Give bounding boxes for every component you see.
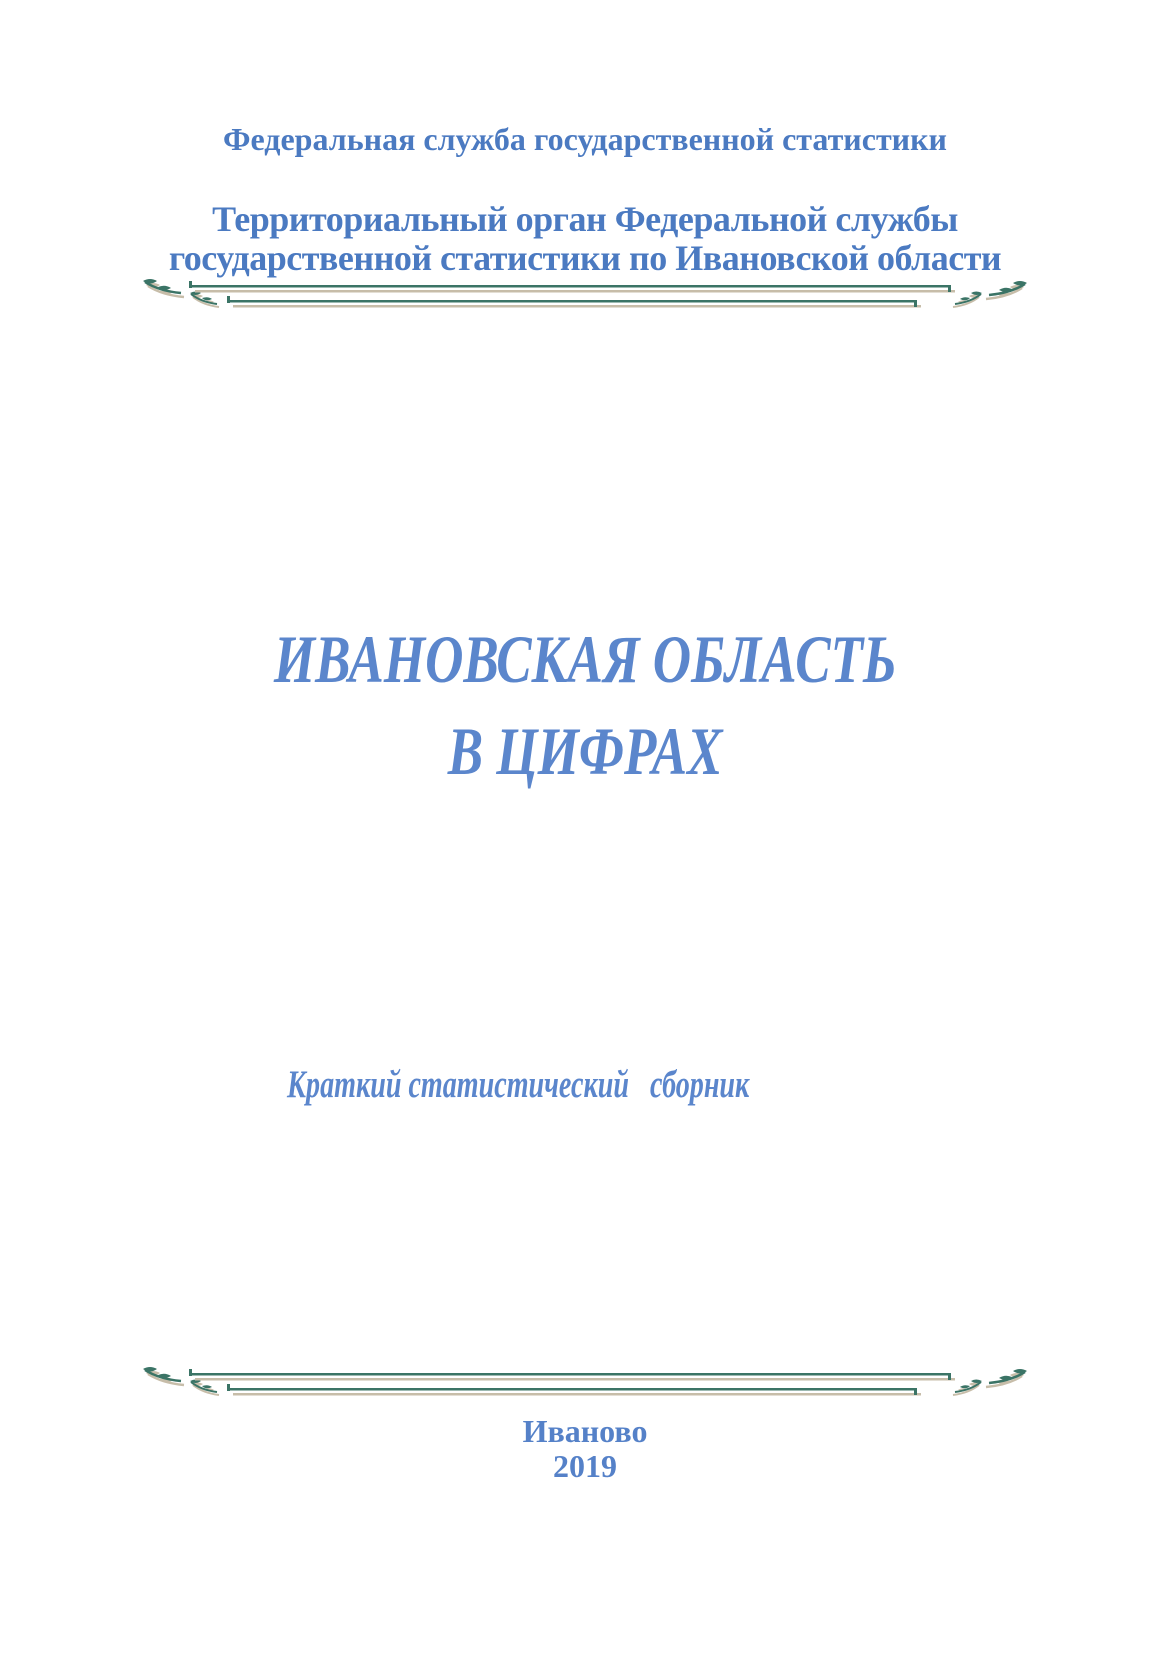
main-title-line-1: ИВАНОВСКАЯ ОБЛАСТЬ [273, 621, 897, 697]
section-divider-bottom [139, 1367, 1031, 1403]
publication-subtitle: Краткий статистический сборник [287, 1063, 750, 1106]
laurel-rule-icon [139, 1367, 1031, 1403]
imprint [0, 1414, 1170, 1484]
federal-service-heading: Федеральная служба государственной статистики [223, 121, 947, 157]
imprint-city: Иваново [522, 1413, 648, 1449]
territorial-body-heading-line-1: Территориальный орган Федеральной службы [212, 199, 958, 239]
territorial-body-heading-line-2: государственной статистики по Ивановской области [168, 238, 1002, 278]
imprint-year: 2019 [553, 1448, 617, 1484]
territorial-body-heading [0, 200, 1170, 278]
section-divider-top [139, 279, 1031, 315]
main-title-line-2: В ЦИФРАХ [447, 713, 723, 789]
laurel-rule-icon [139, 279, 1031, 315]
